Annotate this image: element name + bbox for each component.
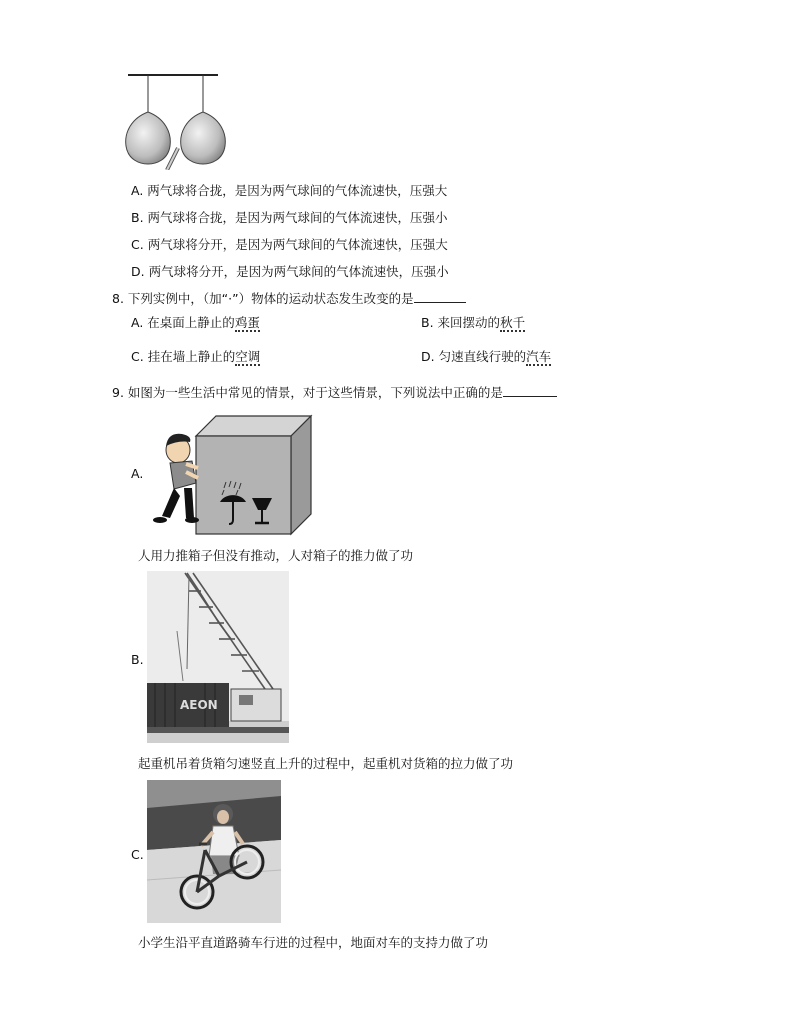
person-figure: [153, 434, 199, 523]
q7-option-d[interactable]: [131, 262, 449, 280]
q8-option-b[interactable]: [421, 313, 525, 331]
option-text: 在桌面上静止的: [147, 315, 235, 330]
question-text: 8. 下列实例中，（加“·”）物体的运动状态发生改变的是: [112, 291, 414, 306]
option-letter: A.: [131, 315, 144, 330]
q9-option-a-letter[interactable]: A.: [131, 466, 144, 481]
q7-option-c[interactable]: [131, 235, 448, 253]
option-text: 两气球将合拢，是因为两气球间的气体流速快，压强小: [147, 210, 448, 225]
option-text: 两气球将合拢，是因为两气球间的气体流速快，压强大: [147, 183, 448, 198]
option-letter: C.: [131, 237, 144, 252]
q8-stem: [112, 289, 466, 307]
bicycle-photo: [147, 780, 281, 923]
option-text: 匀速直线行驶的: [438, 349, 527, 364]
option-text: 挂在墙上静止的: [147, 349, 236, 364]
balloons-figure: [120, 70, 230, 170]
q8-option-a[interactable]: [131, 313, 260, 331]
option-text: 来回摆动的: [437, 315, 501, 330]
option-text: 两气球将分开，是因为两气球间的气体流速快，压强大: [147, 237, 448, 252]
option-letter: B.: [131, 210, 144, 225]
q8-option-d[interactable]: [421, 347, 551, 365]
q9-option-a-caption: 人用力推箱子但没有推动，人对箱子的推力做了功: [138, 548, 414, 563]
option-letter: A.: [131, 183, 144, 198]
option-text: 两气球将分开，是因为两气球间的气体流速快，压强小: [148, 264, 449, 279]
question-text: 9. 如图为一些生活中常见的情景，对于这些情景，下列说法中正确的是: [112, 385, 503, 400]
dotted-object: 汽车: [526, 349, 552, 364]
option-letter: D.: [421, 349, 435, 364]
q7-option-b[interactable]: [131, 208, 448, 226]
q8-option-c[interactable]: [131, 347, 260, 365]
q9-stem: [112, 383, 557, 401]
answer-blank[interactable]: [414, 290, 466, 303]
option-letter: D.: [131, 264, 145, 279]
container-sign-text: AEON: [180, 698, 218, 712]
q9-option-c-letter[interactable]: C.: [131, 847, 144, 862]
dotted-object: 空调: [235, 349, 261, 364]
q9-option-b-caption: 起重机吊着货箱匀速竖直上升的过程中，起重机对货箱的拉力做了功: [138, 756, 514, 771]
answer-blank[interactable]: [503, 384, 557, 397]
dotted-object: 秋千: [500, 315, 526, 330]
pushing-box-picture: [146, 406, 314, 536]
option-letter: B.: [421, 315, 434, 330]
q9-option-c-caption: 小学生沿平直道路骑车行进的过程中，地面对车的支持力做了功: [138, 935, 489, 950]
crane-photo: [147, 571, 289, 743]
q9-option-b-letter[interactable]: B.: [131, 652, 144, 667]
option-letter: C.: [131, 349, 144, 364]
q7-option-a[interactable]: [131, 181, 447, 199]
dotted-object: 鸡蛋: [234, 315, 260, 330]
